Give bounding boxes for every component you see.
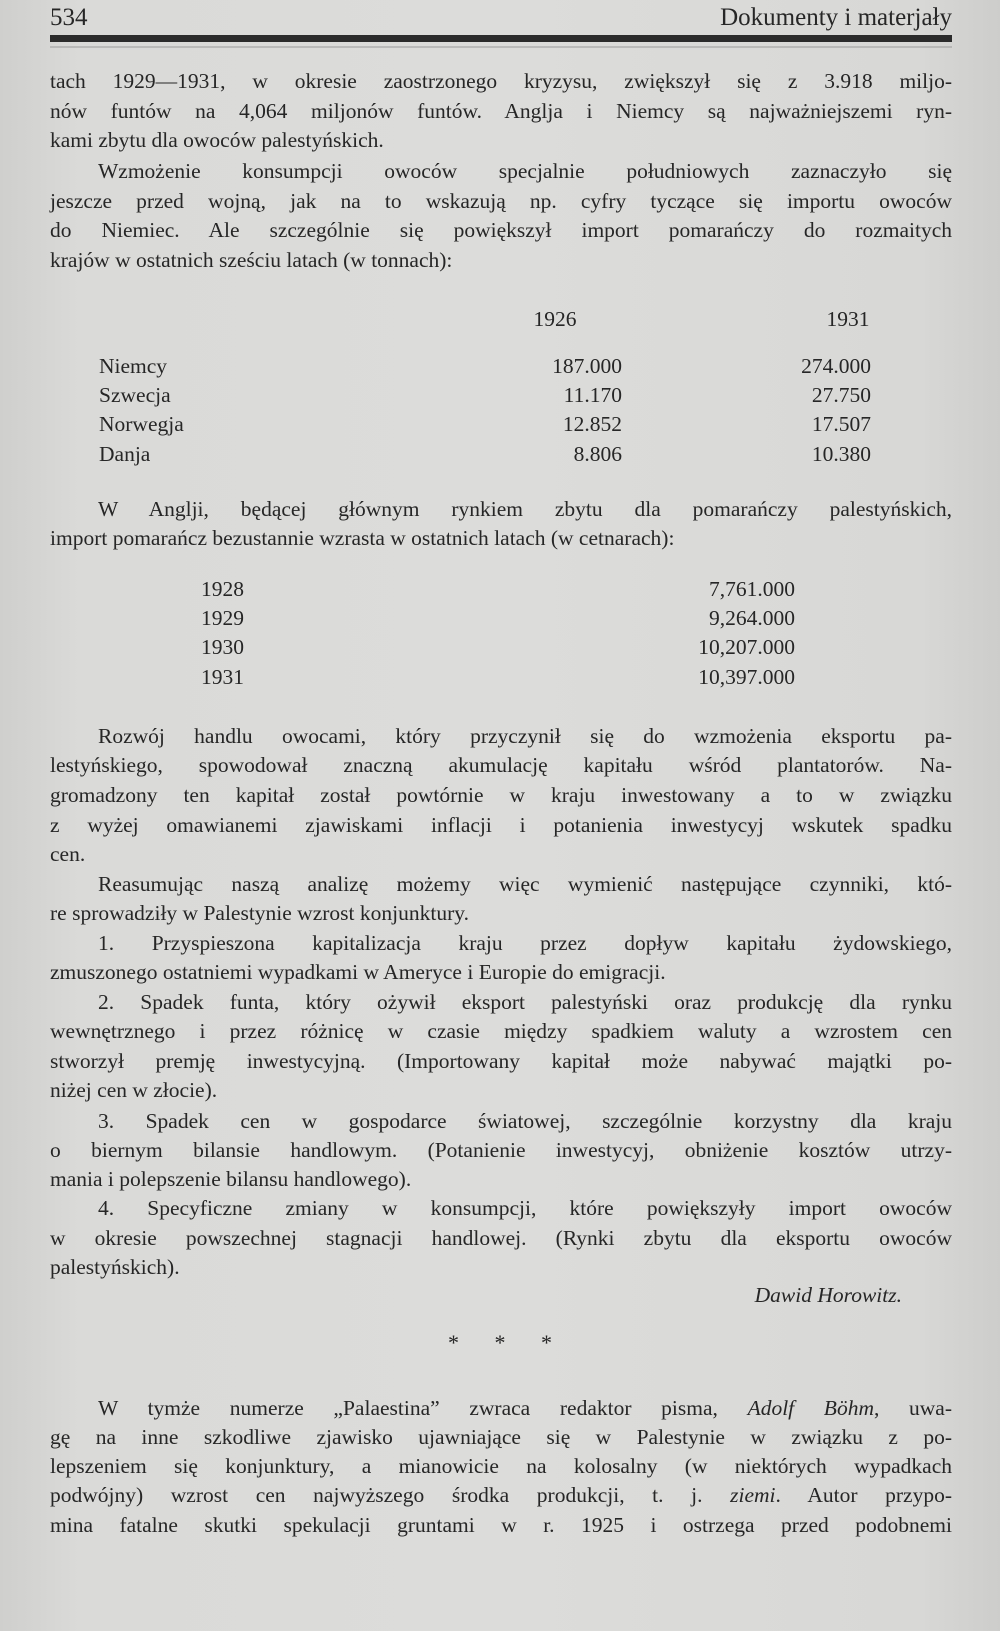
text-line: Rozwój handlu owocami, który przyczynił się do wzmożenia eksportu pa- — [98, 724, 952, 748]
italic-term: ziemi — [730, 1483, 776, 1507]
running-title: Dokumenty i materjały — [720, 4, 952, 31]
text-line: z wyżej omawianemi zjawiskami inflacji i potanienia inwestycyj wskutek spadku — [50, 813, 952, 837]
list-item-line: 1. Przyspieszona kapitalizacja kraju przez dopływ kapitału żydowskiego, — [98, 931, 952, 955]
list-item-line: w okresie powszechnej stagnacji handlowej. (Rynki zbytu dla eksportu owoców — [50, 1226, 952, 1250]
country-cell: Szwecja — [99, 383, 171, 407]
country-cell: Danja — [99, 442, 151, 466]
value-cell: 17.507 — [811, 412, 871, 436]
value-cell: 274.000 — [801, 354, 871, 378]
text-line: nów funtów na 4,064 miljonów funtów. Anglja i Niemcy są najważniejszemi ryn- — [50, 99, 952, 123]
country-cell: Niemcy — [99, 354, 168, 378]
value-cell: 12.852 — [562, 412, 622, 436]
text-line: Wzmożenie konsumpcji owoców specjalnie południowych zaznaczyło się — [98, 159, 952, 183]
author-signature: Dawid Horowitz. — [754, 1283, 902, 1307]
text-line: jeszcze przed wojną, jak na to wskazują np. cyfry tyczące się importu owoców — [50, 189, 952, 213]
text-line: re sprowadziły w Palestynie wzrost konjunktury. — [50, 901, 469, 925]
text-line: gę na inne szkodliwe zjawisko ujawniające się w Palestynie w związku z po- — [50, 1425, 952, 1449]
header-rule — [50, 35, 952, 42]
value-cell: 187.000 — [552, 354, 622, 378]
value-cell: 10,207.000 — [698, 635, 795, 659]
text-fragment: W tymże numerze „Palaestina” zwraca redaktor pisma, — [98, 1396, 748, 1420]
year-cell: 1929 — [201, 606, 244, 630]
list-item-line: o biernym bilansie handlowym. (Potanienie inwestycyj, obniżenie kosztów utrzy- — [50, 1138, 952, 1162]
person-name: Adolf Böhm — [747, 1396, 874, 1420]
value-cell: 8.806 — [573, 442, 622, 466]
text-line: import pomarańcz bezustannie wzrasta w ostatnich latach (w cetnarach): — [50, 526, 675, 550]
text-fragment: , uwa- — [873, 1396, 952, 1420]
header-rule-shadow — [50, 46, 952, 48]
section-separator: * * * — [448, 1330, 552, 1355]
year-cell: 1928 — [201, 577, 244, 601]
list-item-line: 4. Specyficzne zmiany w konsumpcji, które powiększyły import owoców — [98, 1196, 952, 1220]
text-line: lepszeniem się konjunktury, a mianowicie na kolosalny (w niektórych wypadkach — [50, 1454, 952, 1478]
list-item-line: palestyńskich). — [50, 1255, 180, 1279]
text-fragment: . Autor przypo- — [775, 1483, 952, 1507]
value-cell: 7,761.000 — [709, 577, 795, 601]
column-header: 1931 — [826, 307, 870, 331]
text-line: cen. — [50, 842, 86, 866]
text-line: W Anglji, będącej głównym rynkiem zbytu dla pomarańczy palestyńskich, — [98, 497, 952, 521]
country-cell: Norwegja — [99, 412, 184, 436]
text-line: gromadzony ten kapitał został powtórnie w kraju inwestowany a to w związku — [50, 783, 952, 807]
column-header: 1926 — [533, 307, 577, 331]
list-item-line: niżej cen w złocie). — [50, 1078, 218, 1102]
text-line: lestyńskiego, spowodował znaczną akumulację kapitału wśród plantatorów. Na- — [50, 753, 952, 777]
list-item-line: zmuszonego ostatniemi wypadkami w Ameryce i Europie do emigracji. — [50, 960, 666, 984]
value-cell: 10.380 — [811, 442, 871, 466]
value-cell: 11.170 — [563, 383, 622, 407]
year-cell: 1930 — [201, 635, 244, 659]
text-line: tach 1929—1931, w okresie zaostrzonego kryzysu, zwiększył się z 3.918 miljo- — [50, 69, 952, 93]
text-line: Reasumując naszą analizę możemy więc wymienić następujące czynniki, któ- — [98, 872, 952, 896]
text-fragment: podwójny) wzrost cen najwyższego środka produkcji, t. j. — [50, 1483, 731, 1507]
list-item-line: 2. Spadek funta, który ożywił eksport palestyński oraz produkcję dla rynku — [98, 990, 952, 1014]
value-cell: 10,397.000 — [698, 665, 795, 689]
text-line: kami zbytu dla owoców palestyńskich. — [50, 128, 384, 152]
list-item-line: stworzył premję inwestycyjną. (Importowany kapitał może nabywać majątki po- — [50, 1049, 952, 1073]
page-number: 534 — [50, 4, 88, 31]
list-item-line: 3. Spadek cen w gospodarce światowej, szczególnie korzystny dla kraju — [98, 1109, 952, 1133]
text-line: mina fatalne skutki spekulacji gruntami w r. 1925 i ostrzega przed podobnemi — [50, 1513, 952, 1537]
value-cell: 27.750 — [811, 383, 871, 407]
text-line — [98, 1393, 952, 1423]
year-cell: 1931 — [201, 665, 244, 689]
text-line: krajów w ostatnich sześciu latach (w tonnach): — [50, 248, 453, 272]
list-item-line: wewnętrznego i przez różnicę w czasie między spadkiem waluty a wzrostem cen — [50, 1019, 952, 1043]
text-line: do Niemiec. Ale szczególnie się powiększył import pomarańczy do rozmaitych — [50, 218, 952, 242]
list-item-line: mania i polepszenie bilansu handlowego). — [50, 1167, 412, 1191]
value-cell: 9,264.000 — [709, 606, 795, 630]
text-line — [50, 1480, 952, 1510]
